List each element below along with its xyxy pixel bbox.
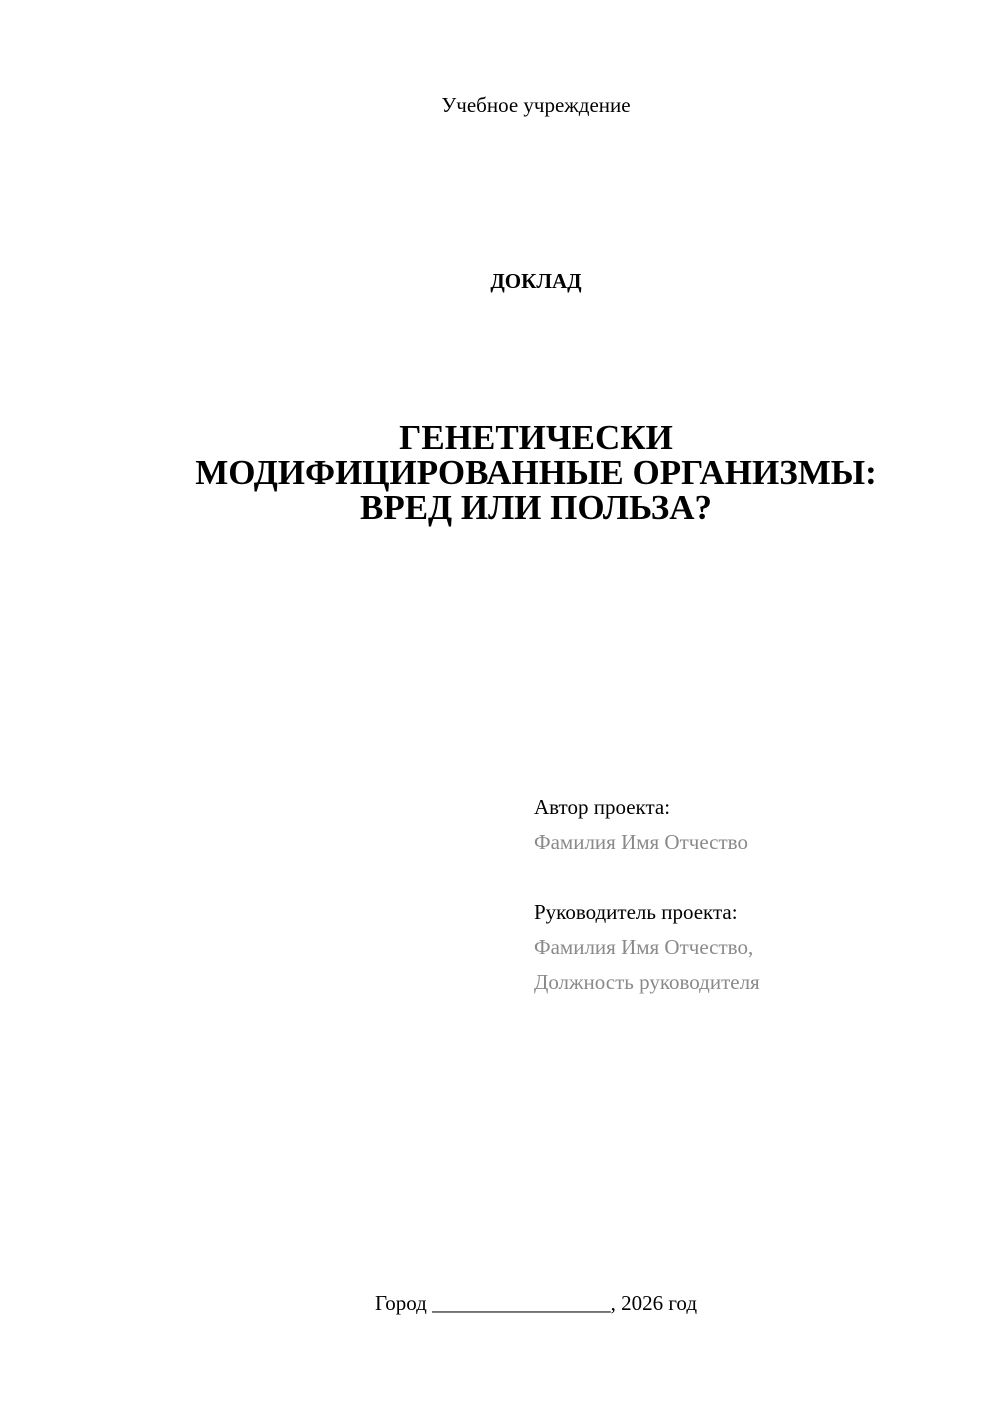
supervisor-name: Фамилия Имя Отчество, bbox=[534, 935, 754, 959]
title-line: ВРЕД ИЛИ ПОЛЬЗА? bbox=[359, 488, 713, 527]
spacer bbox=[534, 860, 954, 895]
supervisor-label: Руководитель проекта: bbox=[534, 900, 738, 924]
city-year-line: Город _________________, 2026 год bbox=[374, 1291, 698, 1315]
document-title bbox=[0, 420, 1000, 525]
credits-block bbox=[534, 790, 954, 1000]
supervisor-position: Должность руководителя bbox=[534, 970, 760, 994]
document-type: ДОКЛАД bbox=[490, 269, 582, 293]
title-line: МОДИФИЦИРОВАННЫЕ ОРГАНИЗМЫ: bbox=[195, 453, 877, 492]
author-label: Автор проекта: bbox=[534, 795, 671, 819]
title-line: ГЕНЕТИЧЕСКИ bbox=[399, 418, 673, 457]
author-name: Фамилия Имя Отчество bbox=[534, 830, 748, 854]
institution-name: Учебное учреждение bbox=[441, 93, 631, 117]
